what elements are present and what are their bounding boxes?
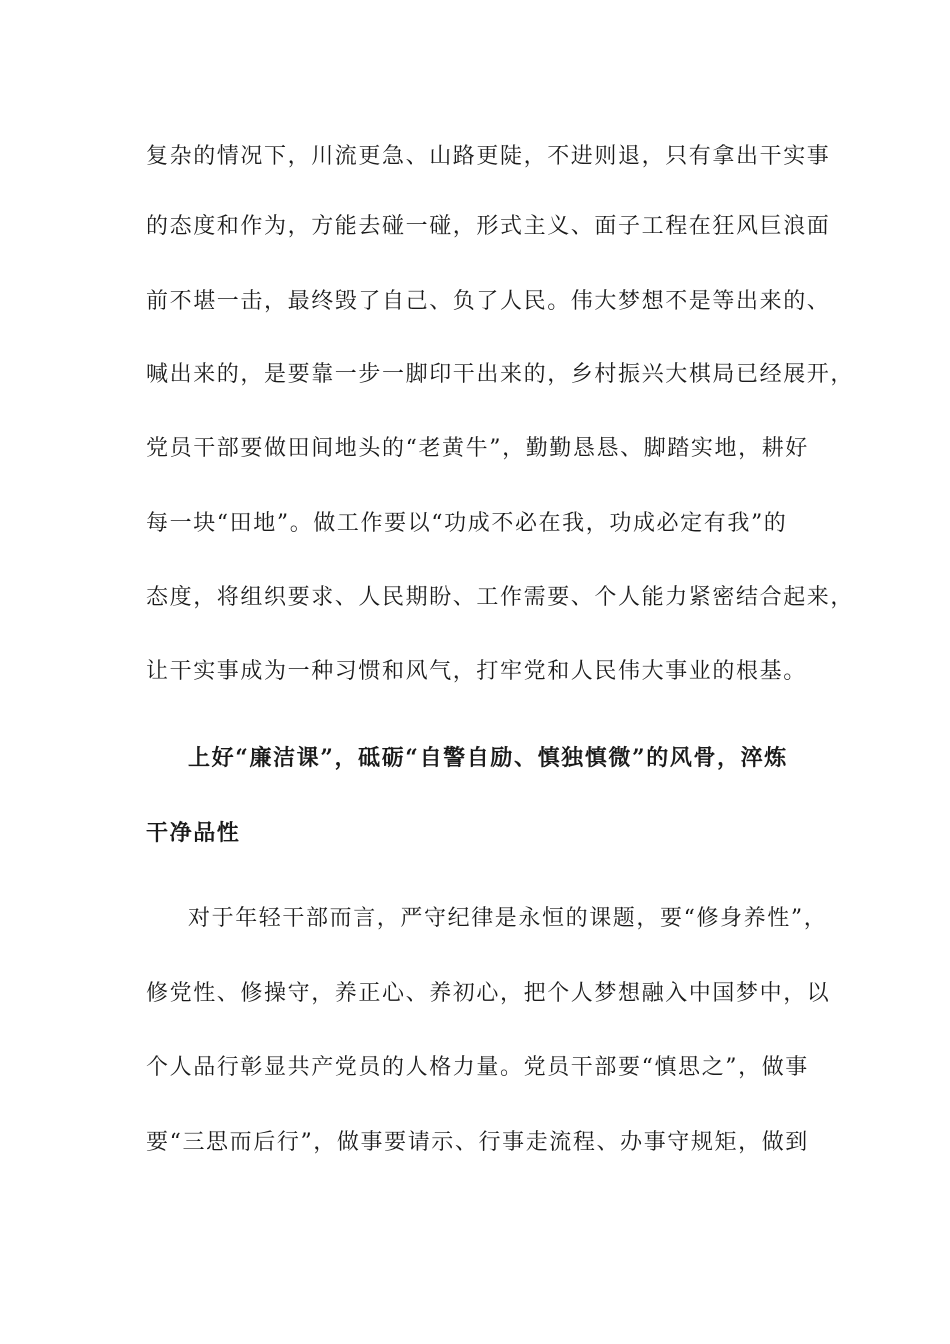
paragraph-line: 复杂的情况下，川流更急、山路更陡，不进则退，只有拿出干实事 <box>146 144 831 169</box>
paragraph-line: 每一块“田地”。做工作要以“功成不必在我，功成必定有我”的 <box>146 511 788 536</box>
paragraph-line: 修党性、修操守，养正心、养初心，把个人梦想融入中国梦中，以 <box>146 981 831 1006</box>
paragraph-line: 的态度和作为，方能去碰一碰，形式主义、面子工程在狂风巨浪面 <box>146 214 831 239</box>
section-heading-continuation: 干净品性 <box>146 820 241 846</box>
paragraph-line: 个人品行彰显共产党员的人格力量。党员干部要“慎思之”，做事 <box>146 1055 809 1080</box>
section-heading: 上好“廉洁课”，砥砺“自警自励、慎独慎微”的风骨，淬炼 <box>188 745 788 771</box>
paragraph-line: 喊出来的，是要靠一步一脚印干出来的，乡村振兴大棋局已经展开， <box>146 362 855 387</box>
paragraph-line: 要“三思而后行”，做事要请示、行事走流程、办事守规矩，做到 <box>146 1130 809 1155</box>
paragraph-line: 对于年轻干部而言，严守纪律是永恒的课题，要“修身养性”， <box>188 906 828 931</box>
paragraph-line: 前不堪一击，最终毁了自己、负了人民。伟大梦想不是等出来的、 <box>146 289 831 314</box>
paragraph-line: 态度，将组织要求、人民期盼、工作需要、个人能力紧密结合起来， <box>146 585 855 610</box>
paragraph-line: 让干实事成为一种习惯和风气，打牢党和人民伟大事业的根基。 <box>146 659 807 684</box>
paragraph-line: 党员干部要做田间地头的“老黄牛”，勤勤恳恳、脚踏实地，耕好 <box>146 436 809 461</box>
